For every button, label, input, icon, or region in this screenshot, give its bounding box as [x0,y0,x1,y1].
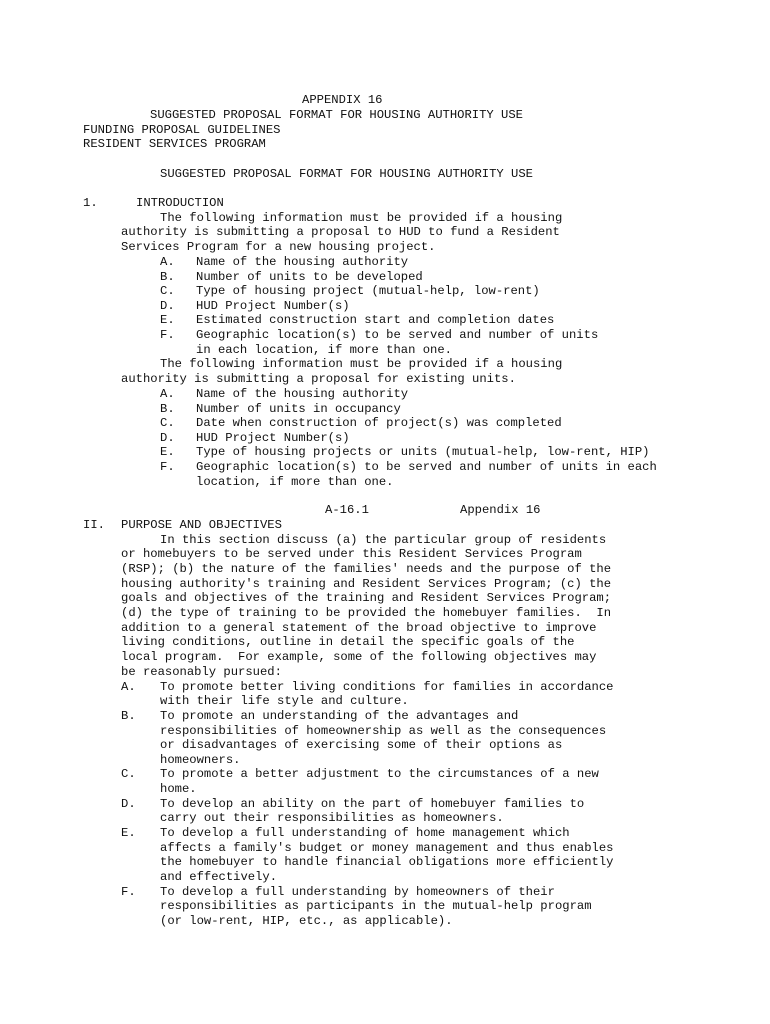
list-item-text: Geographic location(s) to be served and number of units [196,328,599,342]
page-number: A-16.1 [325,503,369,517]
list-item-letter: F. [121,885,136,899]
list-item-letter: C. [160,284,175,298]
list-item-letter: A. [160,255,175,269]
list-item-text: homeowners. [160,753,241,767]
list-item-letter: E. [160,313,175,327]
document-subtitle: SUGGESTED PROPOSAL FORMAT FOR HOUSING AUTHORITY USE [150,108,523,122]
paragraph-line: housing authority's training and Resident Services Program; (c) the [121,577,612,591]
paragraph-line: authority is submitting a proposal for existing units. [121,372,516,386]
list-item-text: HUD Project Number(s) [196,431,350,445]
paragraph-line: The following information must be provided if a housing [160,357,563,371]
list-item-text: HUD Project Number(s) [196,299,350,313]
list-item-letter: E. [160,445,175,459]
list-item-letter: B. [121,709,136,723]
list-item-text: To promote better living conditions for families in accordance [160,680,614,694]
list-item-text: Type of housing project (mutual-help, low-rent) [196,284,540,298]
list-item-text: and effectively. [160,870,278,884]
list-item-text: with their life style and culture. [160,694,409,708]
appendix-label: Appendix 16 [460,503,541,517]
paragraph-line: Services Program for a new housing project. [121,240,436,254]
list-item-text: Date when construction of project(s) was completed [196,416,562,430]
list-item-text: Type of housing projects or units (mutual-help, low-rent, HIP) [196,445,650,459]
list-item-text: To develop an ability on the part of homebuyer families to [160,797,585,811]
guidelines-title: FUNDING PROPOSAL GUIDELINES [83,123,281,137]
list-item-letter: B. [160,402,175,416]
list-item-text: home. [160,782,197,796]
paragraph-line: authority is submitting a proposal to HUD to fund a Resident [121,225,560,239]
list-item-text: in each location, if more than one. [196,343,452,357]
list-item-letter: F. [160,460,175,474]
format-title: SUGGESTED PROPOSAL FORMAT FOR HOUSING AUTHORITY USE [160,167,533,181]
appendix-title: APPENDIX 16 [302,93,383,107]
list-item-letter: A. [160,387,175,401]
program-title: RESIDENT SERVICES PROGRAM [83,137,266,151]
list-item-letter: B. [160,270,175,284]
paragraph-line: living conditions, outline in detail the specific goals of the [121,635,575,649]
section-heading: PURPOSE AND OBJECTIVES [121,518,282,532]
list-item-letter: D. [160,431,175,445]
list-item-text: responsibilities of homeownership as well as the consequences [160,724,607,738]
list-item-letter: D. [121,797,136,811]
paragraph-line: addition to a general statement of the broad objective to improve [121,621,597,635]
list-item-text: Estimated construction start and completion dates [196,313,555,327]
section-number: 1. [83,196,98,210]
list-item-text: location, if more than one. [196,475,394,489]
list-item-letter: F. [160,328,175,342]
paragraph-line: (RSP); (b) the nature of the families' needs and the purpose of the [121,562,612,576]
paragraph-line: (d) the type of training to be provided the homebuyer families. In [121,606,612,620]
paragraph-line: In this section discuss (a) the particular group of residents [160,533,607,547]
list-item-text: Name of the housing authority [196,387,409,401]
list-item-text: the homebuyer to handle financial obligations more efficiently [160,855,614,869]
list-item-text: Number of units in occupancy [196,402,401,416]
list-item-text: or disadvantages of exercising some of their options as [160,738,563,752]
paragraph-line: The following information must be provided if a housing [160,211,563,225]
list-item-text: Number of units to be developed [196,270,423,284]
list-item-text: Name of the housing authority [196,255,409,269]
list-item-letter: A. [121,680,136,694]
list-item-text: Geographic location(s) to be served and number of units in each [196,460,657,474]
list-item-text: To develop a full understanding of home management which [160,826,570,840]
list-item-letter: C. [121,767,136,781]
list-item-text: To promote an understanding of the advantages and [160,709,519,723]
list-item-text: To promote a better adjustment to the circumstances of a new [160,767,599,781]
list-item-letter: D. [160,299,175,313]
paragraph-line: be reasonably pursued: [121,665,282,679]
list-item-text: responsibilities as participants in the mutual-help program [160,899,592,913]
list-item-letter: C. [160,416,175,430]
list-item-text: affects a family's budget or money management and thus enables [160,841,614,855]
list-item-text: (or low-rent, HIP, etc., as applicable). [160,914,453,928]
list-item-text: carry out their responsibilities as homeowners. [160,811,504,825]
section-number: II. [83,518,105,532]
paragraph-line: goals and objectives of the training and Resident Services Program; [121,591,612,605]
section-heading: INTRODUCTION [136,196,224,210]
list-item-text: To develop a full understanding by homeowners of their [160,885,555,899]
list-item-letter: E. [121,826,136,840]
paragraph-line: or homebuyers to be served under this Resident Services Program [121,547,582,561]
paragraph-line: local program. For example, some of the following objectives may [121,650,597,664]
